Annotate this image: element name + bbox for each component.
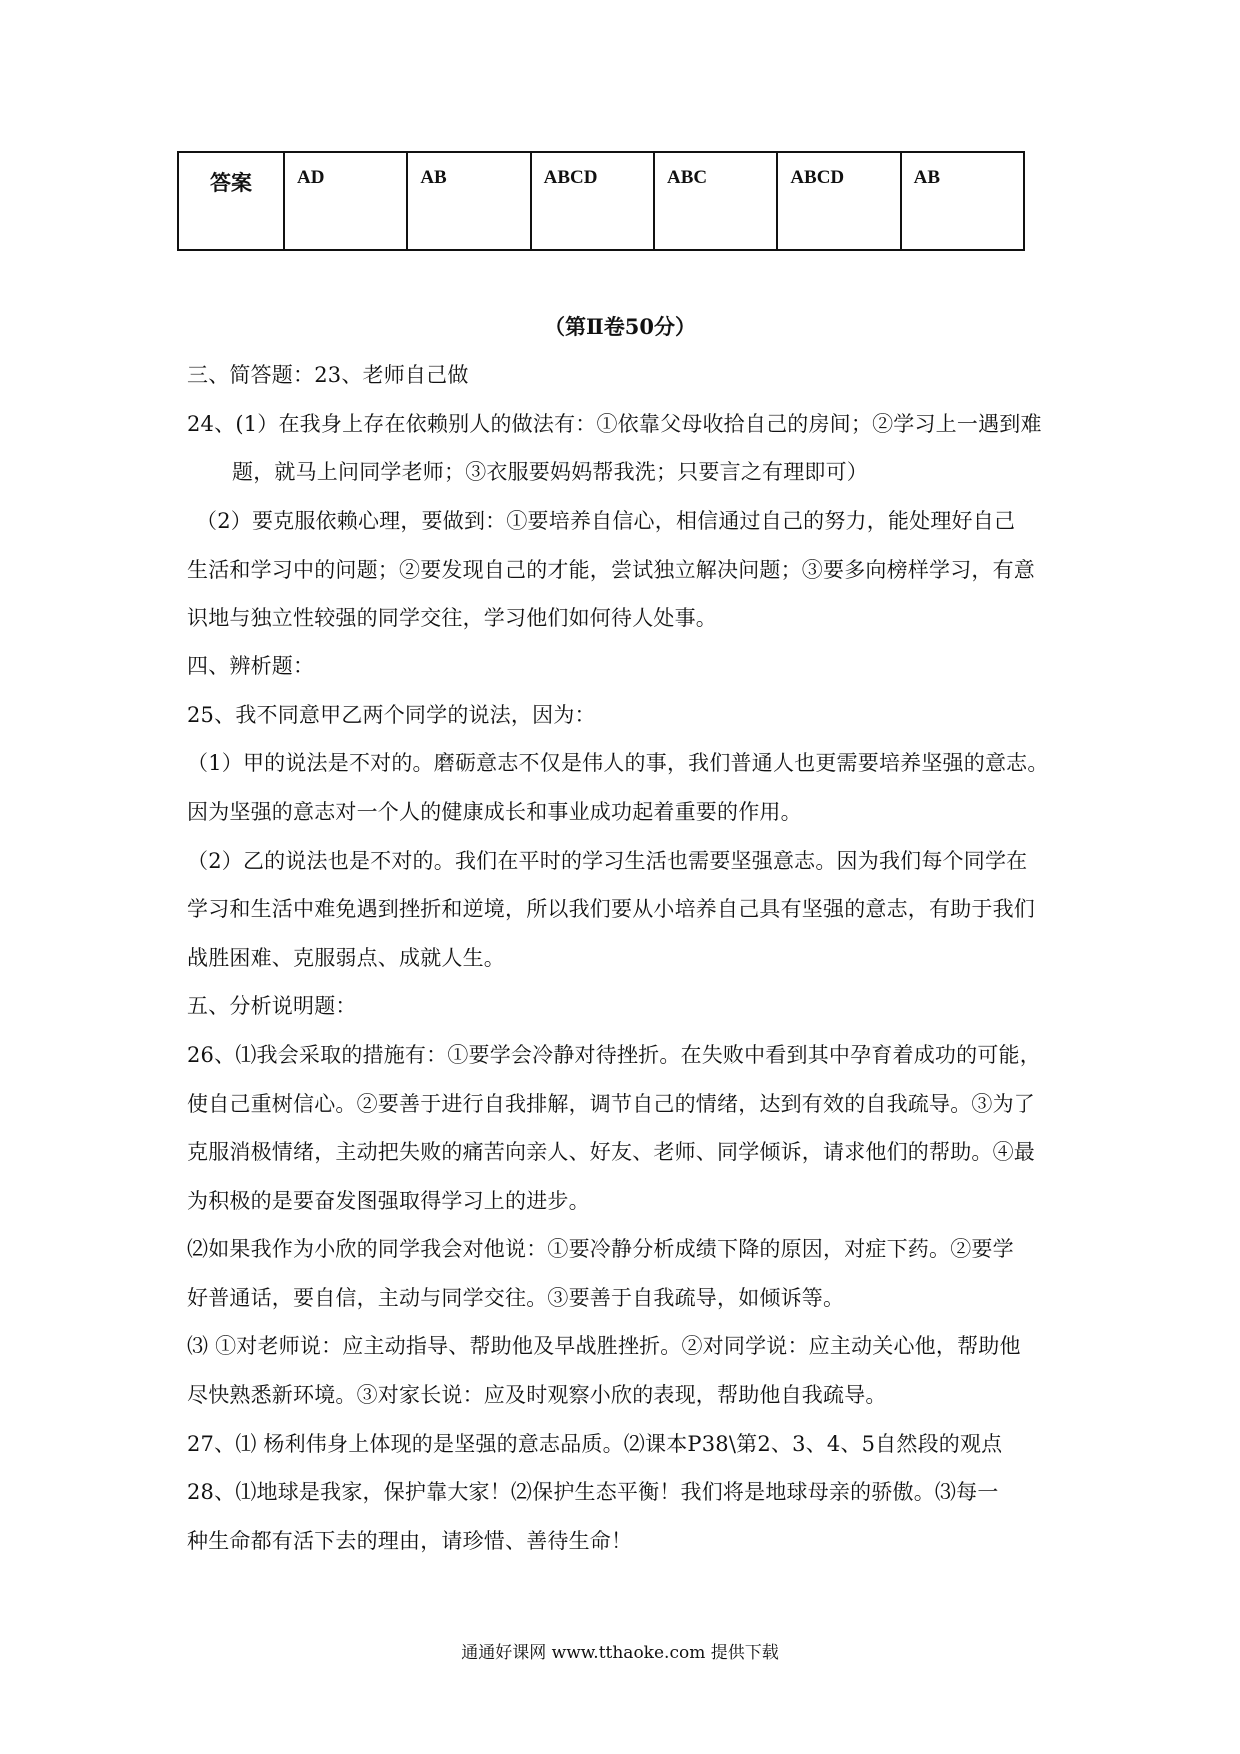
text-line: （2）乙的说法也是不对的。我们在平时的学习生活也需要坚强意志。因为我们每个同学在 xyxy=(187,849,1028,873)
text-line: 战胜困难、克服弱点、成就人生。 xyxy=(187,946,505,970)
footer-credit: 通通好课网 www.tthaoke.com 提供下载 xyxy=(461,1643,779,1663)
answer-cell: AD xyxy=(284,152,407,250)
text-line: 28、⑴地球是我家，保护靠大家！⑵保护生态平衡！我们将是地球母亲的骄傲。⑶每一 xyxy=(187,1480,999,1504)
answer-cell: ABCD xyxy=(531,152,654,250)
text-line: 四、辨析题： xyxy=(187,654,315,678)
text-line: 为积极的是要奋发图强取得学习上的进步。 xyxy=(187,1189,590,1213)
answer-cell: ABCD xyxy=(777,152,900,250)
text-line: 生活和学习中的问题；②要发现自己的才能，尝试独立解决问题；③要多向榜样学习，有意 xyxy=(187,558,1035,582)
text-line: 因为坚强的意志对一个人的健康成长和事业成功起着重要的作用。 xyxy=(187,800,802,824)
answer-cell: ABC xyxy=(654,152,777,250)
text-line: 24、(1）在我身上存在依赖别人的做法有：①依靠父母收拾自己的房间；②学习上一遇到难 xyxy=(187,412,1042,436)
text-line: ⑵如果我作为小欣的同学我会对他说：①要冷静分析成绩下降的原因，对症下药。②要学 xyxy=(187,1237,1014,1261)
text-line: 使自己重树信心。②要善于进行自我排解，调节自己的情绪，达到有效的自我疏导。③为了 xyxy=(187,1092,1035,1116)
answer-header-cell: 答案 xyxy=(178,152,284,250)
text-line: 25、我不同意甲乙两个同学的说法，因为： xyxy=(187,703,596,727)
answer-cell: AB xyxy=(407,152,530,250)
text-line: 种生命都有活下去的理由，请珍惜、善待生命！ xyxy=(187,1529,633,1553)
text-line: ⑶ ①对老师说：应主动指导、帮助他及早战胜挫折。②对同学说：应主动关心他，帮助他 xyxy=(187,1334,1021,1358)
text-line: （1）甲的说法是不对的。磨砺意志不仅是伟人的事，我们普通人也更需要培养坚强的意志。 xyxy=(187,751,1049,775)
text-line: （2）要克服依赖心理，要做到：①要培养自信心，相信通过自己的努力，能处理好自己 xyxy=(196,509,1016,533)
text-line: 题，就马上问同学老师；③衣服要妈妈帮我洗；只要言之有理即可） xyxy=(232,460,868,484)
text-line: 26、⑴我会采取的措施有：①要学会冷静对待挫折。在失败中看到其中孕育着成功的可能， xyxy=(187,1043,1041,1067)
answer-table xyxy=(177,151,1025,251)
text-line: 克服消极情绪，主动把失败的痛苦向亲人、好友、老师、同学倾诉，请求他们的帮助。④最 xyxy=(187,1140,1035,1164)
section-title: （第Ⅱ卷50分） xyxy=(544,314,696,339)
text-line: 27、⑴ 杨利伟身上体现的是坚强的意志品质。⑵课本P38\第2、3、4、5自然段的观点 xyxy=(187,1432,1003,1456)
text-line: 学习和生活中难免遇到挫折和逆境，所以我们要从小培养自己具有坚强的意志，有助于我们 xyxy=(187,897,1035,921)
answer-cell: AB xyxy=(901,152,1024,250)
text-line: 尽快熟悉新环境。③对家长说：应及时观察小欣的表现，帮助他自我疏导。 xyxy=(187,1383,887,1407)
text-line: 识地与独立性较强的同学交往，学习他们如何待人处事。 xyxy=(187,606,717,630)
table-row xyxy=(178,152,1024,250)
text-line: 五、分析说明题： xyxy=(187,994,357,1018)
text-line: 好普通话，要自信，主动与同学交往。③要善于自我疏导，如倾诉等。 xyxy=(187,1286,845,1310)
text-line: 三、简答题：23、老师自己做 xyxy=(187,363,469,387)
